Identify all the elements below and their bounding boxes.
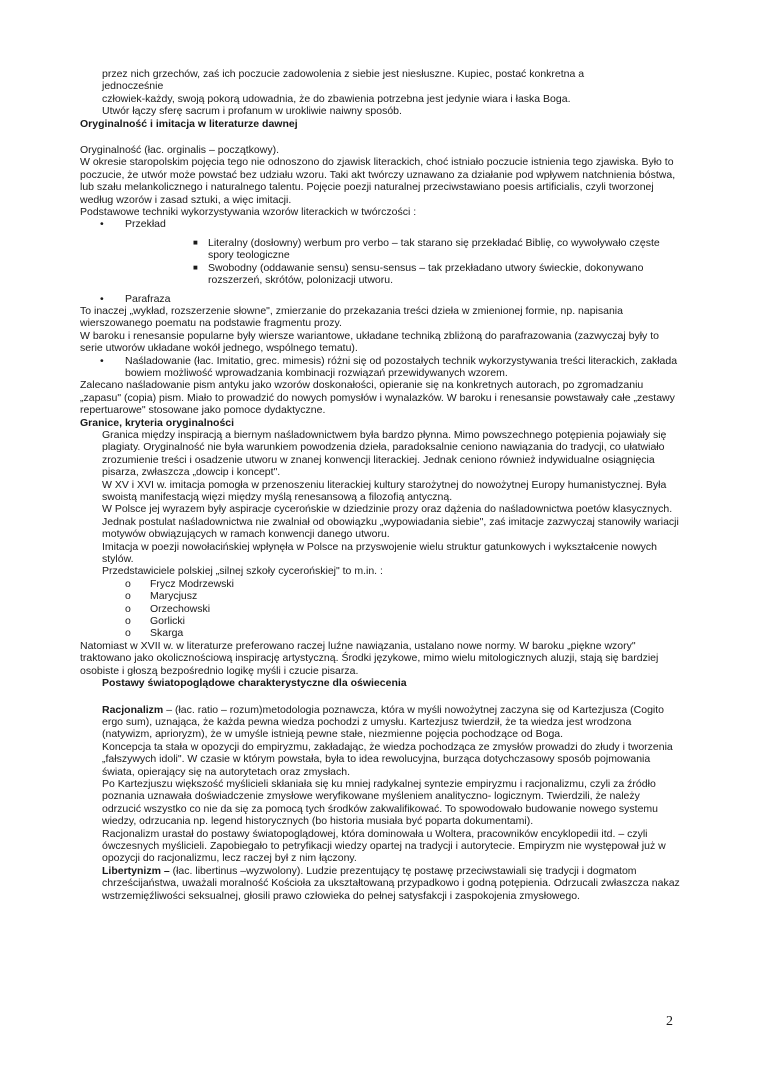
paragraph: Koncepcja ta stała w opozycji do empiryzmu, zakładając, że wiedza pochodząca ze zmysłów prowadzi do złudy i tworzenia „fałszywych idoli". W czasie w którym powstała, była to idea rewolucyjna, burząca dotychczasowy sposób pojmowania świata, opierający się na autorytetach oraz zmysłach. <box>102 740 673 778</box>
paragraph-rationalism: Racjonalizm – (łac. ratio – rozum)metodologia poznawcza, która w myśli nowożytnej zaczyna się od Kartezjusza (Cogito ergo sum), uznająca, że każda pewna wiedza pochodzi z umysłu. Kartezjusz twierdził, że ta wiedza jest wrodzona (natywizm, aprioryzm), że w umyśle istnieją pewne stałe, niezmienne pojęcia pochodzące od Boga. <box>102 703 664 741</box>
paragraph: Zalecano naśladowanie pism antyku jako wzorów doskonałości, opieranie się na konkretnych autorach, po zgromadzaniu „zapasu" (copia) pism. Miało to prowadzić do nowych pomysłów i wynalazków. W baroku i renesansie powstawały całe „zestawy repertuarowe" stosowane jako pomoce dydaktyczne. <box>80 379 675 417</box>
bullet-item: • Naśladowanie (łac. Imitatio, grec. mimesis) różni się od pozostałych technik wykorzystywania treści literackich, zakłada bowiem możliwość wprowadzania kombinacji rozwiązań przewidywanych wzorem. <box>100 354 678 379</box>
intro-line-3: człowiek-każdy, swoją pokorą udowadnia, że do zbawienia potrzebna jest jedynie wiara i łaska Boga. <box>102 92 571 105</box>
paragraph: To inaczej „wykład, rozszerzenie słowne", zmierzanie do przekazania treści dzieła w zmienionej formie, np. napisania wierszowanego poematu na podstawie fragmentu prozy. <box>80 304 623 330</box>
bullet-icon: • <box>100 292 104 305</box>
paragraph: Imitacja w poezji nowołacińskiej wpłynęła w Polsce na przyswojenie wielu struktur gatunkowych i wykształcenie nowych stylów. <box>102 540 657 566</box>
sub-bullet-item: ■ Literalny (dosłowny) werbum pro verbo – tak starano się przekładać Biblię, co wywoływało częste spory teologiczne <box>193 236 660 262</box>
intro-line-4: Utwór łączy sferę sacrum i profanum w urokliwie naiwny sposób. <box>102 105 402 118</box>
paragraph: Granica między inspiracją a biernym naśladownictwem była bardzo płynna. Mimo powszechnego potępienia pojawiały się plagiaty. Oryginalność nie była warunkiem powodzenia dzieła, paradoksalnie ceniono nawiązania do tradycji, co ułatwiało zrozumienie treści i osadzenie utworu w znanej konwencji literackiej. Jednak ceniono również indywidualne osiągnięcia pisarza, zwłaszcza „dowcip i koncept". <box>102 428 667 479</box>
paragraph: Po Kartezjuszu większość myślicieli skłaniała się ku mniej radykalnej syntezie empiryzmu i racjonalizmu, czyli za źródło poznania uznawała doświadczenie zmysłowe weryfikowane myśleniem analityczno- logicznym. Twierdzili, że należy odrzucić wszystko co nie da się za pomocą tych środków zakwalifikować. To spowodowało budowanie nowego systemu wiedzy, odrzucania np. legend historycznych (bo historia musiała być poparta dokumentami). <box>102 777 658 828</box>
section-heading-originality: Oryginalność i imitacja w literaturze dawnej <box>80 117 298 130</box>
paragraph: Racjonalizm urastał do postawy światopoglądowej, która dominowała u Woltera, pracowników encyklopedii itd. – czyli ówczesnych myślicieli. Zapobiegało to petryfikacji wiedzy opartej na tradycji i autorytecie. Empiryzm nie występował już w opozycji do racjonalizmu, lecz raczej był z nim łączony. <box>102 827 666 865</box>
list-item: o Marycjusz <box>125 590 198 603</box>
bullet-item: • Przekład <box>100 218 166 231</box>
list-item: o Frycz Modrzewski <box>125 577 235 590</box>
circle-bullet-icon: o <box>125 590 131 603</box>
section-heading-enlightenment: Postawy światopoglądowe charakterystyczne dla oświecenia <box>102 677 407 690</box>
list-item: o Gorlicki <box>125 615 186 628</box>
paragraph: W XV i XVI w. imitacja pomogła w przenoszeniu literackiej kultury starożytnej do nowożytnej Europy humanistycznej. Była swoistą manifestacją więzi między myślą renesansową a filozofią antyczną. <box>102 478 667 503</box>
sub-bullet-item: ■ Swobodny (oddawanie sensu) sensu-sensus – tak przekładano utwory świeckie, dokonywano rozszerzeń, skrótów, polonizacji utworu. <box>193 261 644 287</box>
document-page <box>80 68 680 902</box>
square-bullet-icon: ■ <box>193 262 198 272</box>
paragraph-libertinism: Libertynizm – (łac. libertinus –wyzwolony). Ludzie prezentujący tę postawę przeciwstawiali się tradycji i dogmatom chrześcijaństwa, uważali moralność Kościoła za ukształtowaną przypadkowo i godną potępienia. Odrzucali zwłaszcza nakaz wstrzemięźliwości seksualnej, głosili prawo człowieka do pełnej satysfakcji i zaspokojenia zmysłowego. <box>102 864 680 902</box>
circle-bullet-icon: o <box>125 627 131 640</box>
circle-bullet-icon: o <box>125 602 131 615</box>
paragraph: Przedstawiciele polskiej „silnej szkoły cycerońskiej" to m.in. : <box>102 565 383 578</box>
paragraph: Natomiast w XVII w. w literaturze preferowano raczej luźne nawiązania, ustalano nowe normy. W baroku „piękne wzory" traktowano jako okolicznościową inspirację artystyczną. Środki językowe, mimo wielu mitologicznych aluzji, stają się bardziej osobiste i głoszą bezpośrednio logikę myśli i czucie pisarza. <box>80 639 659 677</box>
bullet-icon: • <box>100 218 104 231</box>
page-number: 2 <box>666 1014 673 1029</box>
paragraph: W baroku i renesansie popularne były wiersze wariantowe, układane techniką zbliżoną do parafrazowania (zazwyczaj były to serie utworów układane wokół jednego, wspólnego tematu). <box>80 329 659 355</box>
paragraph: Oryginalność (łac. orginalis – początkowy). <box>80 144 279 157</box>
circle-bullet-icon: o <box>125 615 131 628</box>
list-item: o Orzechowski <box>125 602 211 615</box>
paragraph: W Polsce jej wyrazem były aspiracje cycerońskie w dziedzinie prozy oraz dążenia do naśladownictwa poetów klasycznych. Jednak postulat naśladownictwa nie zwalniał od obowiązku „wypowiadania siebie", zaś imitacje zazwyczaj stanowiły wariacji motywów obwiązujących w ramach konwencji danego utworu. <box>102 503 679 541</box>
paragraph: Podstawowe techniki wykorzystywania wzorów literackich w twórczości : <box>80 206 417 219</box>
circle-bullet-icon: o <box>125 577 131 590</box>
bullet-icon: • <box>100 354 104 367</box>
intro-line-2: jednocześnie <box>102 80 164 93</box>
square-bullet-icon: ■ <box>193 237 198 247</box>
paragraph: W okresie staropolskim pojęcia tego nie odnoszono do zjawisk literackich, choć istniało poczucie istnienia tego zjawiska. Było to poczucie, że utwór może powstać bez udziału wzoru. Taki akt twórczy uznawano za działanie pod wpływem natchnienia bóstwa, lub szału melankolicznego i naturalnego talentu. Pojęcie poezji naturalnej przeciwstawiano poesis artificialis, czyli tworzonej według wzorów i zasad sztuki, a więc imitacji. <box>80 156 676 206</box>
section-heading-criteria: Granice, kryteria oryginalności <box>80 416 235 429</box>
list-item: o Skarga <box>125 627 184 640</box>
bullet-item: • Parafraza <box>100 292 171 305</box>
intro-line-1: przez nich grzechów, zaś ich poczucie zadowolenia z siebie jest niesłuszne. Kupiec, postać konkretna a <box>102 68 585 80</box>
